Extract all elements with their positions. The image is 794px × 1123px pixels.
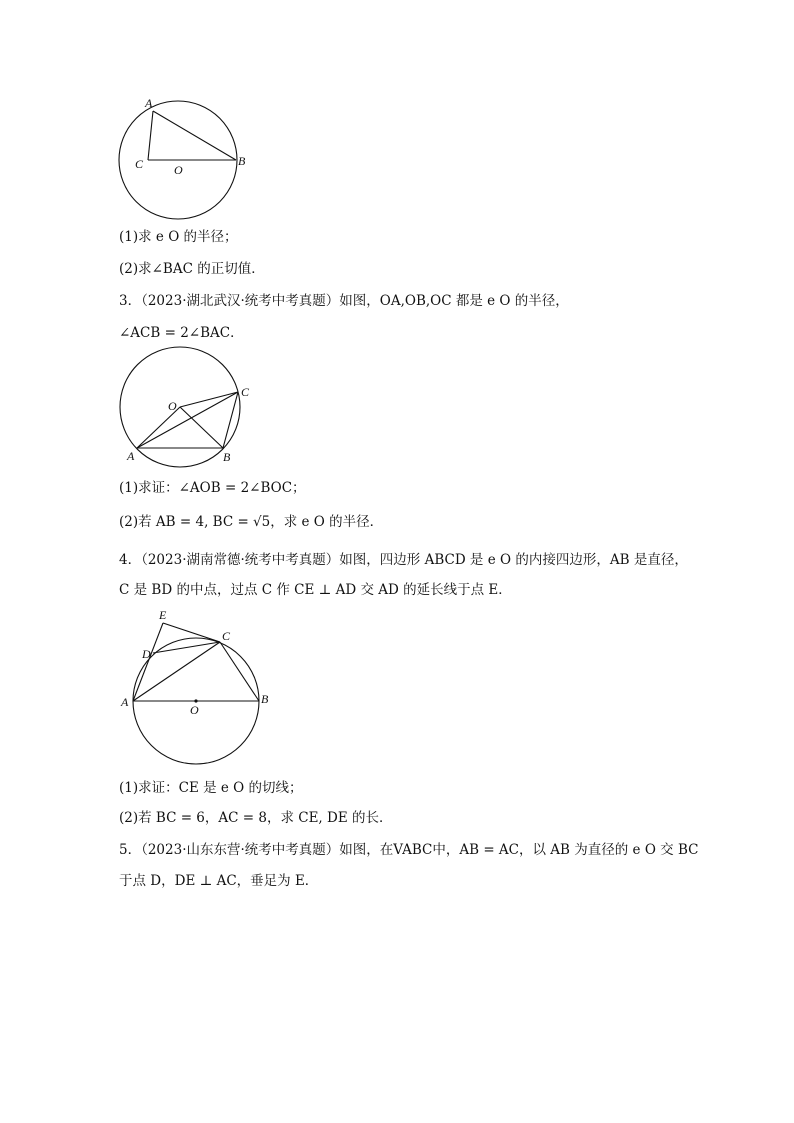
figure-circle-triangle-2 — [110, 340, 260, 470]
segment-ac — [148, 111, 153, 160]
segment-ab — [153, 111, 236, 160]
question-4-stem: 4．（2023·湖南常德·统考中考真题）如图，四边形 ABCD 是 e O 的内接四边形，AB 是直径， — [119, 552, 688, 568]
segment-ac — [137, 392, 238, 448]
label-o: O — [168, 399, 177, 413]
question-2-part-2: (2)求∠BAC 的正切值． — [119, 261, 265, 277]
segment-oc — [180, 392, 238, 407]
figure-circle-triangle-1 — [110, 92, 250, 222]
question-5-condition: 于点 D，DE ⊥ AC，垂足为 E． — [119, 873, 319, 889]
label-e: E — [159, 608, 167, 622]
segment-ec — [163, 623, 220, 642]
label-c: C — [222, 629, 231, 643]
label-b: B — [238, 154, 246, 168]
segment-ae — [133, 623, 163, 701]
segment-bc — [220, 642, 259, 701]
label-o: O — [174, 163, 183, 177]
question-3-stem: 3．（2023·湖北武汉·统考中考真题）如图，OA,OB,OC 都是 e O 的半径， — [119, 293, 569, 309]
question-3-condition: ∠ACB = 2∠BAC． — [119, 325, 244, 341]
question-4-condition: C 是 BD 的中点，过点 C 作 CE ⊥ AD 交 AD 的延长线于点 E． — [119, 582, 512, 598]
label-a: A — [127, 449, 135, 463]
label-c: C — [135, 157, 144, 171]
question-3-part-2: (2)若 AB = 4, BC = √5，求 e O 的半径． — [119, 514, 384, 530]
label-b: B — [223, 450, 231, 464]
question-5-stem: 5．（2023·山东东营·统考中考真题）如图，在VABC中，AB = AC，以 AB 为直径的 e O 交 BC — [119, 842, 699, 858]
label-c: C — [241, 385, 250, 399]
question-2-part-1: (1)求 e O 的半径； — [119, 229, 238, 245]
label-a: A — [145, 96, 153, 110]
question-3-part-1: (1)求证：∠AOB = 2∠BOC； — [119, 480, 306, 496]
question-4-part-1: (1)求证：CE 是 e O 的切线； — [119, 780, 303, 796]
label-a: A — [121, 695, 129, 709]
segment-ob — [180, 407, 223, 448]
figure-cyclic-quadrilateral — [110, 605, 280, 770]
label-d: D — [142, 647, 151, 661]
label-b: B — [261, 692, 269, 706]
label-o: O — [190, 703, 199, 717]
question-4-part-2: (2)若 BC = 6，AC = 8，求 CE, DE 的长． — [119, 810, 393, 826]
